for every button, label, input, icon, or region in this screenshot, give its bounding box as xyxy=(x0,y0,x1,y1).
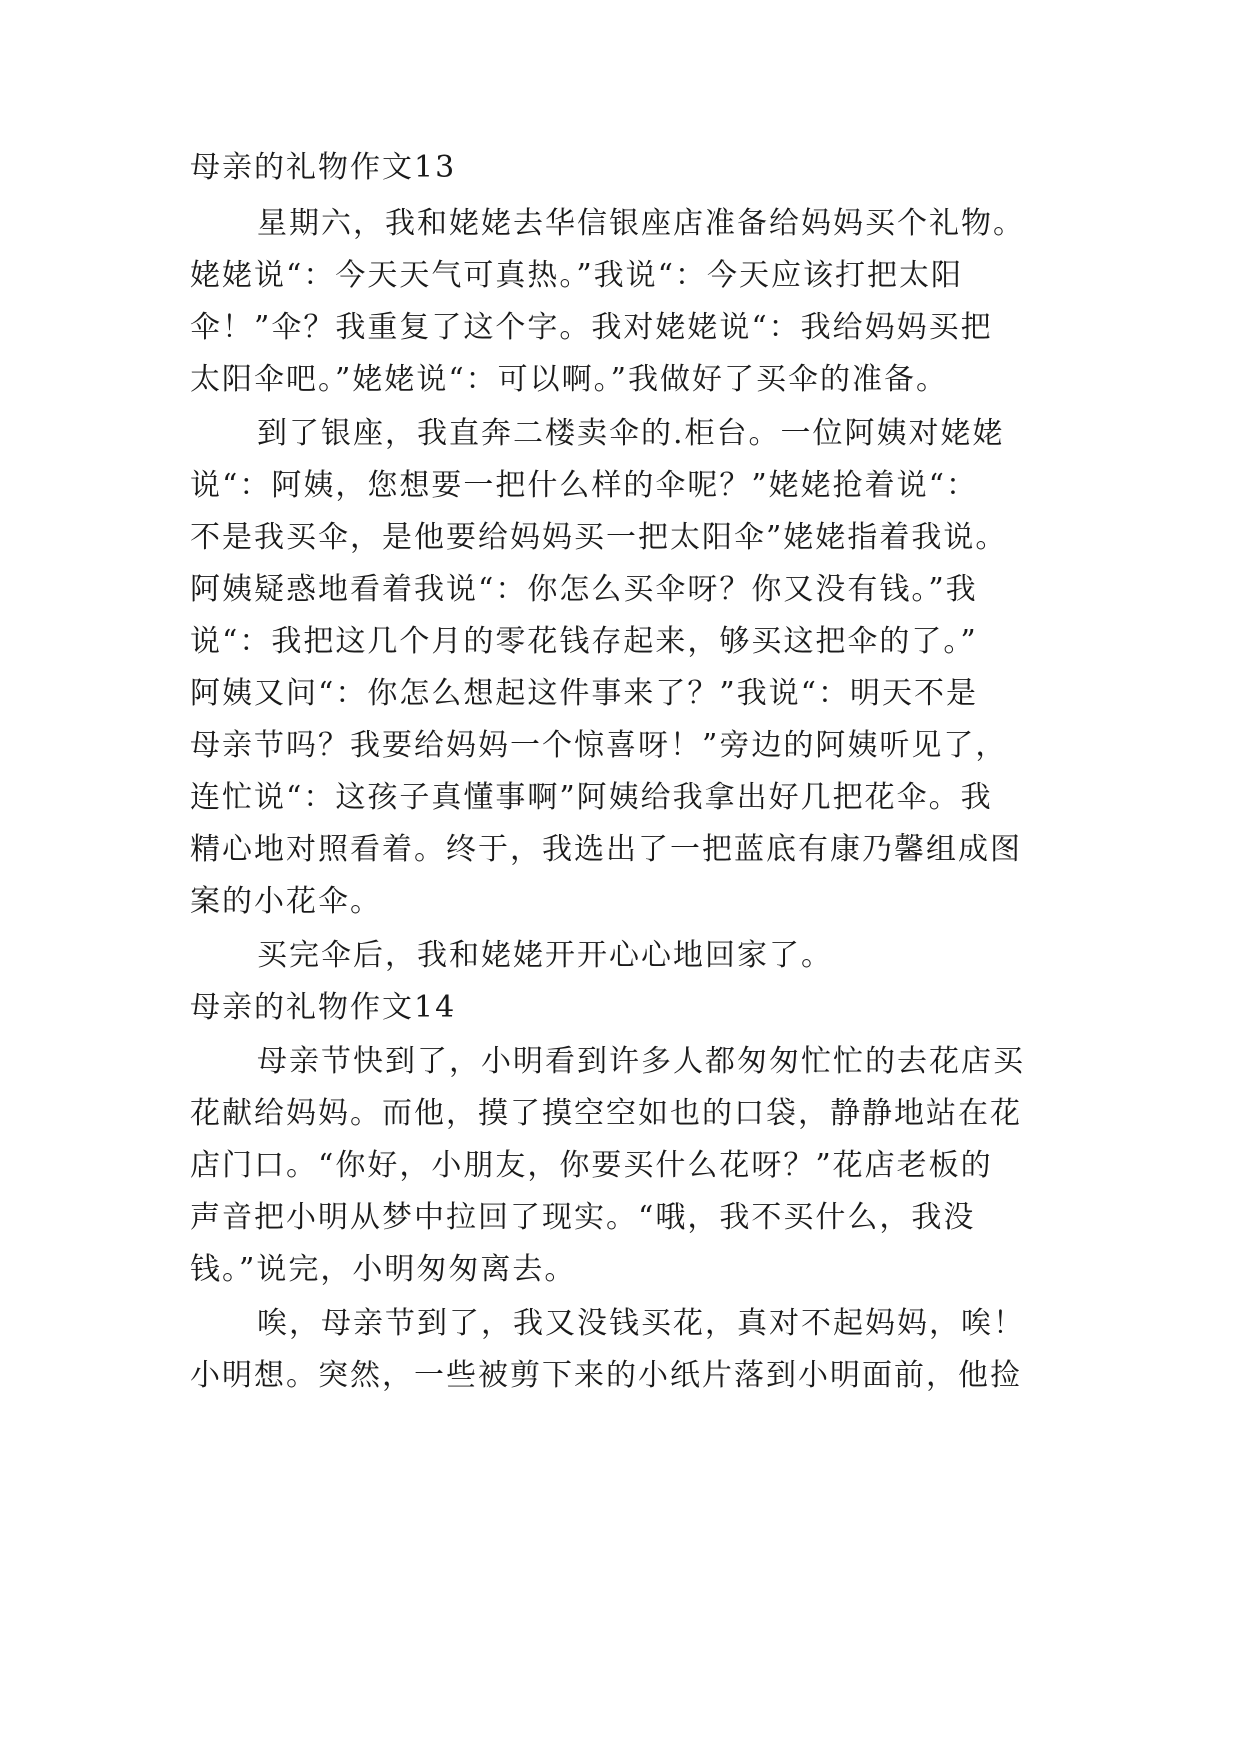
paragraph-line: 花献给妈妈。而他，摸了摸空空如也的口袋，静静地站在花 xyxy=(190,1096,1022,1131)
paragraph-line: 母亲节吗？我要给妈妈一个惊喜呀！”旁边的阿姨听见了， xyxy=(190,728,1008,763)
paragraph-line: 连忙说“：这孩子真懂事啊”阿姨给我拿出好几把花伞。我 xyxy=(190,780,993,815)
heading-essay-14: 母亲的礼物作文14 xyxy=(190,990,457,1025)
paragraph-line: 星期六，我和姥姥去华信银座店准备给妈妈买个礼物。 xyxy=(257,206,1025,241)
paragraph-line: 钱。”说完，小明匆匆离去。 xyxy=(190,1252,577,1287)
paragraph-line: 伞！”伞？我重复了这个字。我对姥姥说“：我给妈妈买把 xyxy=(190,310,993,345)
paragraph-line: 阿姨又问“：你怎么想起这件事来了？”我说“：明天不是 xyxy=(190,676,979,711)
paragraph-line: 不是我买伞，是他要给妈妈买一把太阳伞”姥姥指着我说。 xyxy=(190,520,1008,555)
paragraph-line: 精心地对照看着。终于，我选出了一把蓝底有康乃馨组成图 xyxy=(190,832,1022,867)
paragraph-line: 说“：我把这几个月的零花钱存起来，够买这把伞的了。” xyxy=(190,624,978,659)
heading-essay-13: 母亲的礼物作文13 xyxy=(190,150,457,185)
paragraph-line: 阿姨疑惑地看着我说“：你怎么买伞呀？你又没有钱。”我 xyxy=(190,572,978,607)
paragraph-line: 声音把小明从梦中拉回了现实。“哦，我不买什么，我没 xyxy=(190,1200,976,1235)
paragraph-line: 店门口。“你好，小朋友，你要买什么花呀？”花店老板的 xyxy=(190,1148,993,1183)
paragraph-line: 买完伞后，我和姥姥开开心心地回家了。 xyxy=(257,938,833,973)
paragraph-line: 姥姥说“：今天天气可真热。”我说“：今天应该打把太阳 xyxy=(190,258,964,293)
paragraph-line: 说“：阿姨，您想要一把什么样的伞呢？”姥姥抢着说“： xyxy=(190,468,979,503)
paragraph-line: 案的小花伞。 xyxy=(190,884,382,919)
paragraph-line: 太阳伞吧。”姥姥说“：可以啊。”我做好了买伞的准备。 xyxy=(190,362,949,397)
paragraph-line: 到了银座，我直奔二楼卖伞的.柜台。一位阿姨对姥姥 xyxy=(257,416,1005,451)
paragraph-line: 唉，母亲节到了，我又没钱买花，真对不起妈妈，唉！ xyxy=(257,1306,1025,1341)
paragraph-line: 母亲节快到了，小明看到许多人都匆匆忙忙的去花店买 xyxy=(257,1044,1025,1079)
paragraph-line: 小明想。突然，一些被剪下来的小纸片落到小明面前，他捡 xyxy=(190,1358,1022,1393)
